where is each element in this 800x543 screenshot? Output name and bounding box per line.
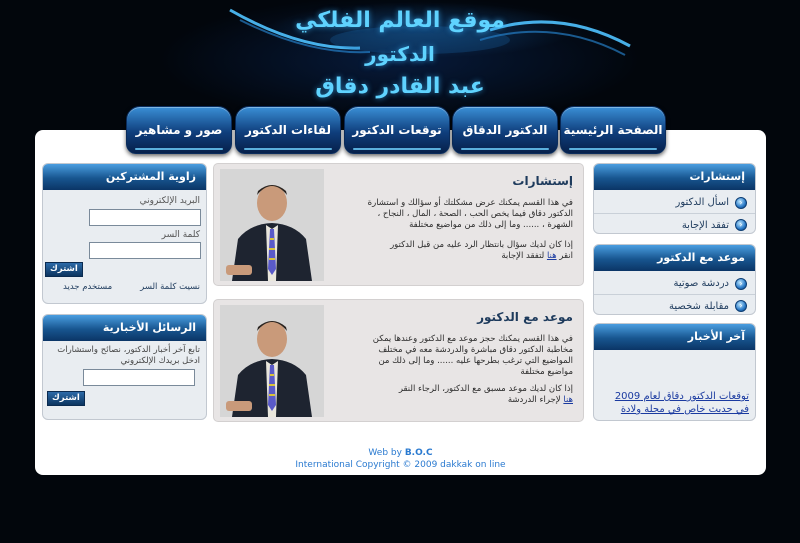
footer-copyright: International Copyright © 2009 dakkak on line — [295, 460, 506, 470]
article-appointment-note: إذا كان لديك موعد مسبق مع الدكتور، الرجاء النقر هنا لإجراء الدردشة — [398, 384, 573, 405]
site-title-line2: الدكتور — [365, 42, 435, 66]
consult-box — [593, 163, 756, 234]
article-consultations — [213, 163, 584, 286]
members-submit-button[interactable]: اشترك — [45, 262, 83, 277]
article-appointment — [213, 299, 584, 422]
doctor-portrait-image — [220, 305, 324, 417]
newsletter-email-field[interactable] — [83, 369, 195, 386]
password-field[interactable] — [89, 242, 201, 259]
article-consultations-text: في هذا القسم يمكنك عرض مشكلتك أو سؤالك و استشارة الدكتور دقاق فيما يخص الحب ، الصحة ، المال ، النجاح ، الشهرة ، ...... وما إلى ذلك من مواضيع مختلفة — [367, 198, 573, 230]
newsletter-description: تابع آخر أخبار الدكتور، نصائح واستشارات ادخل بريدك الإلكتروني — [57, 345, 200, 366]
nav-tab-interviews[interactable]: لقاءات الدكتور — [235, 106, 341, 154]
footer-brand-link[interactable]: B.O.C — [404, 448, 433, 458]
article-appointment-text: في هذا القسم يمكنك حجز موعد مع الدكتور وعندها يمكن مخاطبة الدكتور دقاق مباشرة والدردشة معه في مختلف المواضيع التي ترغب بطرحها عليه ...... وما إلى ذلك من مواضيع مختلفة — [372, 334, 573, 377]
article-appointment-title: موعد مع الدكتور — [477, 310, 573, 324]
email-field[interactable] — [89, 209, 201, 226]
arrow-bullet-icon: ‹ — [735, 219, 747, 231]
news-box — [593, 323, 756, 421]
doctor-photo — [220, 169, 324, 281]
article-consultations-note: إذا كان لديك سؤال بانتظار الرد عليه من قبل الدكتور انقر هنا لتفقد الإجابة — [390, 240, 573, 261]
arrow-bullet-icon: ‹ — [735, 278, 747, 290]
newsletter-box-title: الرسائل الأخبارية — [43, 315, 206, 341]
nav-tab-home[interactable]: الصفحة الرئيسية — [560, 106, 666, 154]
members-box-title: زاوية المشتركين — [43, 164, 206, 190]
nav-tab-predictions[interactable]: توقعات الدكتور — [344, 106, 450, 154]
check-answer-link[interactable]: هنا — [546, 251, 557, 261]
nav-tab-photos[interactable]: صور و مشاهير — [126, 106, 232, 154]
footer-credit: Web by B.O.C — [368, 448, 433, 458]
start-chat-link[interactable]: هنا — [563, 395, 573, 405]
nav-tab-about[interactable]: الدكتور الدقاق — [452, 106, 558, 154]
members-box — [42, 163, 207, 304]
site-title-line3: عبد القادر دقاق — [315, 74, 485, 99]
password-label: كلمة السر — [161, 230, 200, 240]
main-nav — [126, 106, 668, 154]
news-link-predictions-2009[interactable]: توقعات الدكتور دقاق لعام 2009 في حديث خاص في مجلة ولادة — [614, 391, 749, 415]
article-consultations-title: إستشارات — [512, 174, 573, 188]
menu-item-ask-doctor[interactable]: ‹ اسأل الدكتور — [594, 192, 755, 214]
menu-item-voice-chat[interactable]: ‹ دردشة صوتية — [594, 273, 755, 295]
menu-item-personal-meeting[interactable]: ‹ مقابلة شخصية — [594, 295, 755, 315]
appointment-box — [593, 244, 756, 315]
site-title-line1: موقع العالم الفلكي — [295, 8, 505, 33]
site-header — [0, 0, 800, 110]
consult-box-title: إستشارات — [594, 164, 755, 190]
doctor-photo — [220, 305, 324, 417]
appointment-box-title: موعد مع الدكتور — [594, 245, 755, 271]
menu-item-check-answer[interactable]: ‹ تفقد الإجابة — [594, 214, 755, 234]
doctor-portrait-image — [220, 169, 324, 281]
arrow-bullet-icon: ‹ — [735, 197, 747, 209]
email-label: البريد الإلكتروني — [139, 196, 200, 206]
newsletter-submit-button[interactable]: اشترك — [47, 391, 85, 406]
new-user-link[interactable]: مستخدم جديد — [63, 282, 113, 292]
arrow-bullet-icon: ‹ — [735, 300, 747, 312]
forgot-password-link[interactable]: نسيت كلمة السر — [140, 282, 200, 292]
newsletter-box — [42, 314, 207, 420]
news-box-title: آخر الأخبار — [594, 324, 755, 350]
